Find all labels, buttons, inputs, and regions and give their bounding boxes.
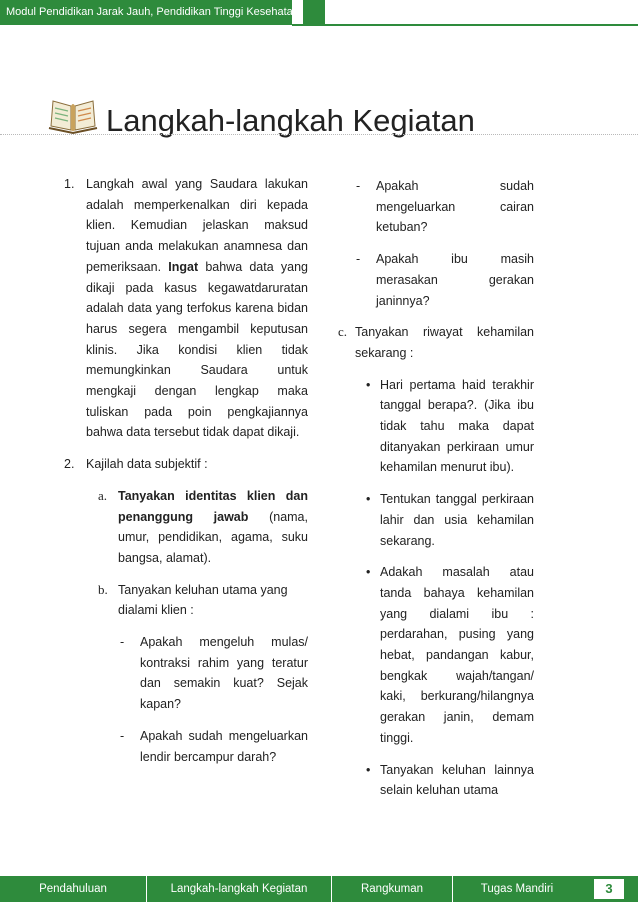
bullet-mark: • [366,762,371,777]
footer-nav [0,876,638,902]
dash-item-3 [356,176,534,238]
list-item-1 [64,174,308,443]
bullet-mark: • [366,377,371,392]
nav-tugas-mandiri[interactable]: Tugas Mandiri [480,883,554,895]
module-title: Modul Pendidikan Jarak Jauh, Pendidikan Tinggi Kesehatan [6,6,299,18]
header-accent-box [303,0,325,25]
dash-item-text: Apakah sudah mengeluarkan lendir bercampur darah? [140,728,308,764]
dash-item-text: Apakah mengeluh mulas/ kontraksi rahim yang teratur dan semakin kuat? Sejak kapan? [140,635,308,712]
bullet-text: Adakah masalah atau tanda bahaya kehamilan yang dialami ibu : perdarahan, pusing yang hebat, pandangan kabur, bengkak wajah/tangan/ kaki, berkurang/hilangnya gerakan janin, demam tinggi. [380,565,534,745]
open-book-icon [47,96,99,136]
dash-mark: - [120,728,125,743]
dash-mark: - [356,252,361,267]
bullet-item-2 [366,489,534,551]
left-column [64,174,308,767]
dash-item-4 [356,249,534,311]
dash-item-1 [120,632,308,715]
subitem-c [338,322,534,363]
bullet-text: Hari pertama haid terakhir tanggal berapa?. (Jika ibu tidak tahu maka dapat ditanyakan perkiraan umur kehamilan menurut ibu). [380,377,534,475]
right-column [338,176,534,801]
dash-mark: - [356,179,361,193]
bullet-text: Tentukan tanggal perkiraan lahir dan usia kehamilan sekarang. [380,492,534,548]
item-number: 1. [64,177,75,191]
subitem-label: a. [98,487,108,503]
page-number: 3 [594,879,624,899]
bullet-text: Tanyakan keluhan lainnya selain keluhan utama [380,762,534,798]
title-divider [0,134,638,135]
bullet-item-4 [366,760,534,801]
subitem-a-text: Tanyakan identitas klien dan penanggung jawab (nama, umur, pendidikan, agama, suku bangsa, alamat). [118,488,308,565]
module-header [0,0,299,25]
nav-pendahuluan[interactable]: Pendahuluan [39,883,107,895]
item-1-text: Langkah awal yang Saudara lakukan adalah memperkenalkan diri kepada klien. Kemudian jelaskan maksud tujuan anda melakukan anamnesa dan pemeriksaan. Ingat bahwa data yang dikaji pada kasus kegawatdaruratan adalah data yang terfokus karena bidan harus segera mengambil keputusan klinis. Jika kondisi klien tidak memungkinkan Saudara untuk mengkaji dengan lengkap maka tuliskan pada poin pengkajiannya bahwa data tersebut tidak dapat dikaji. [86,177,308,440]
subitem-b [98,580,308,621]
dash-item-text: Apakah ibu masih merasakan gerakan janinnya? [376,252,534,308]
subitem-b-text: Tanyakan keluhan utama yang dialami klien : [118,582,288,618]
item-2-text: Kajilah data subjektif : [86,457,208,472]
bullet-item-1 [366,375,534,479]
dash-item-text: Apakah sudah mengeluarkan cairan ketuban? [376,179,534,235]
subitem-label: b. [98,581,108,597]
dash-item-2 [120,726,308,767]
dash-mark: - [120,635,125,650]
subitem-label: c. [338,324,348,340]
nav-langkah-langkah-kegiatan[interactable]: Langkah-langkah Kegiatan [170,883,308,895]
section-title: Langkah-langkah Kegiatan [106,103,475,138]
subitem-a [98,486,308,569]
item-number: 2. [64,457,75,472]
subitem-c-text: Tanyakan riwayat kehamilan sekarang : [355,325,534,360]
list-item-2 [64,454,308,475]
bullet-item-3 [366,562,534,748]
nav-rangkuman[interactable]: Rangkuman [360,883,423,895]
bullet-mark: • [366,565,371,580]
emphasis-ingat: Ingat [168,259,199,274]
header-rule [292,24,638,26]
bullet-mark: • [366,492,371,507]
